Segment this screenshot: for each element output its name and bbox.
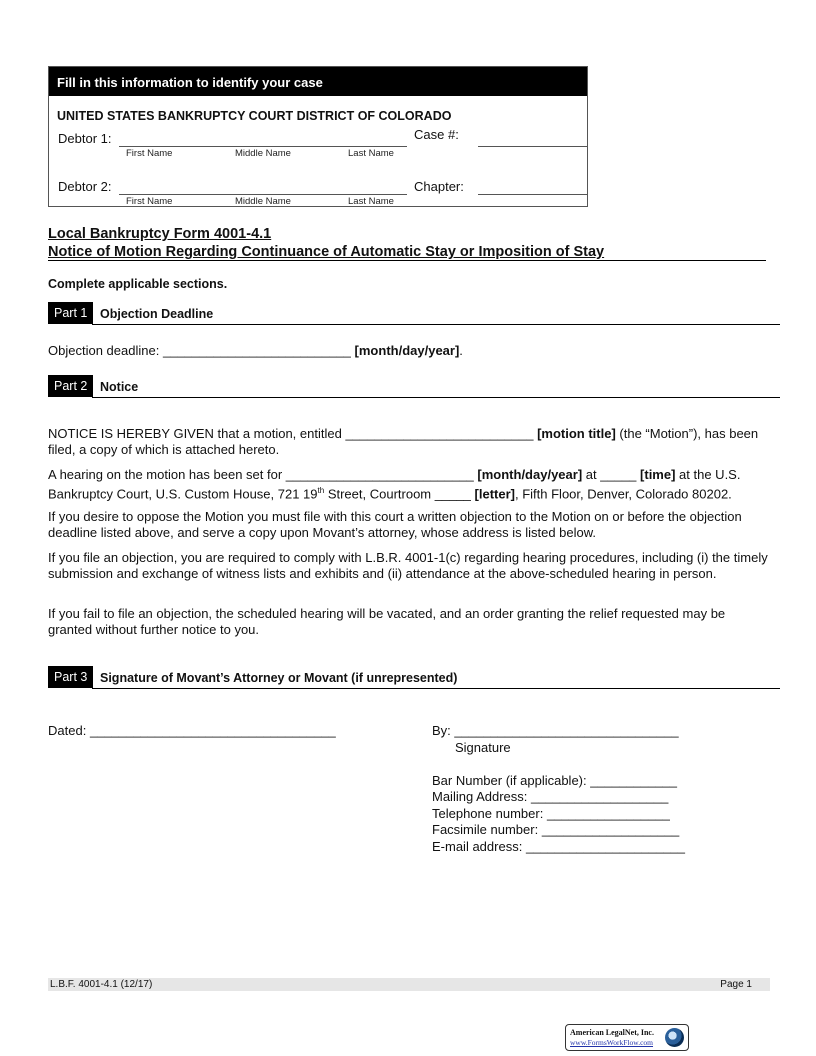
by-row — [432, 723, 679, 739]
motion-title-field[interactable]: __________________________ — [345, 426, 534, 441]
case-info-box — [48, 66, 588, 207]
chapter-field[interactable] — [478, 194, 588, 195]
form-title — [48, 244, 766, 261]
hearing-date-field[interactable]: __________________________ — [285, 467, 474, 482]
facsimile-label: Facsimile number: — [432, 822, 539, 837]
objection-deadline-label: Objection deadline: — [48, 343, 160, 358]
comply-paragraph: If you file an objection, you are required to comply with L.B.R. 4001-1(c) regarding hearing procedures, including (i) the timely submission and exchange of witness lists and exhibits and (ii) attendance at the above-scheduled hearing in person. — [48, 550, 768, 581]
notice-text-b: (the “Motion”), has been filed, a copy of which is attached hereto. — [48, 426, 759, 457]
hearing-text-a: A hearing on the motion has been set for — [48, 467, 283, 482]
objection-deadline-row — [48, 343, 463, 359]
hearing-paragraph — [48, 467, 768, 502]
bar-number-row — [432, 773, 677, 789]
motion-title-hint: [motion title] — [537, 426, 616, 441]
notice-paragraph — [48, 426, 768, 458]
part1-tag: Part 1 — [48, 302, 93, 324]
dated-field[interactable]: __________________________________ — [89, 723, 336, 738]
legalnet-badge[interactable] — [565, 1024, 689, 1051]
debtor1-first-name-caption: First Name — [126, 148, 173, 159]
hearing-text-b: at the U.S. Bankruptcy Court, U.S. Custom House, 721 19 — [48, 467, 741, 502]
debtor1-label: Debtor 1: — [58, 131, 112, 146]
objection-deadline-field[interactable]: __________________________ — [162, 343, 351, 358]
form-title-text: Notice of Motion Regarding Continuance of Automatic Stay or Imposition of Stay — [48, 244, 605, 260]
telephone-row — [432, 806, 670, 822]
case-number-field[interactable] — [478, 146, 588, 147]
badge-company-name: American LegalNet, Inc. — [570, 1028, 654, 1037]
dated-label: Dated: — [48, 723, 87, 738]
bar-number-label: Bar Number (if applicable): — [432, 773, 587, 788]
hearing-at: at — [585, 467, 597, 482]
debtor2-field[interactable] — [119, 194, 407, 195]
footer-page-number: Page 1 — [720, 979, 752, 990]
footer-form-id: L.B.F. 4001-4.1 (12/17) — [50, 979, 153, 990]
fail-paragraph: If you fail to file an objection, the scheduled hearing will be vacated, and an order granting the relief requested may be granted without further notice to you. — [48, 606, 726, 637]
email-field[interactable]: ______________________ — [525, 839, 685, 854]
debtor2-label: Debtor 2: — [58, 179, 112, 194]
ordinal-suffix: th — [317, 486, 325, 495]
hearing-time-hint: [time] — [640, 467, 676, 482]
hearing-text-c: Street, Courtroom — [327, 486, 432, 502]
notice-text-a: NOTICE IS HEREBY GIVEN that a motion, entitled — [48, 426, 342, 441]
mailing-address-label: Mailing Address: — [432, 789, 528, 804]
debtor1-field[interactable] — [119, 146, 407, 147]
instruction: Complete applicable sections. — [48, 277, 228, 291]
part2-rule — [92, 397, 780, 398]
debtor2-first-name-caption: First Name — [126, 196, 173, 207]
chapter-label: Chapter: — [414, 179, 464, 194]
case-number-label: Case #: — [414, 127, 459, 142]
part3-title: Signature of Movant’s Attorney or Movant (if unrepresented) — [100, 671, 458, 685]
hearing-date-hint: [month/day/year] — [477, 467, 583, 482]
hearing-time-field[interactable]: _____ — [600, 467, 637, 482]
courtroom-field[interactable]: _____ — [434, 486, 471, 502]
facsimile-field[interactable]: ___________________ — [541, 822, 680, 837]
part3-tag: Part 3 — [48, 666, 93, 688]
badge-url-link[interactable]: www.FormsWorkFlow.com — [570, 1038, 654, 1047]
court-name: UNITED STATES BANKRUPTCY COURT DISTRICT OF COLORADO — [57, 109, 452, 123]
debtor2-middle-name-caption: Middle Name — [235, 196, 291, 207]
part3-rule — [92, 688, 780, 689]
email-label: E-mail address: — [432, 839, 523, 854]
page-footer — [48, 978, 770, 991]
courtroom-hint: [letter] — [474, 486, 515, 502]
telephone-label: Telephone number: — [432, 806, 544, 821]
bar-number-field[interactable]: ____________ — [590, 773, 678, 788]
by-label: By: — [432, 723, 451, 738]
signature-caption: Signature — [455, 740, 511, 755]
hearing-text-d: , Fifth Floor, Denver, Colorado 80202. — [515, 486, 732, 502]
telephone-field[interactable]: _________________ — [546, 806, 670, 821]
facsimile-row — [432, 822, 679, 838]
part2-title: Notice — [100, 380, 139, 394]
debtor2-last-name-caption: Last Name — [348, 196, 394, 207]
part1-title: Objection Deadline — [100, 307, 214, 321]
debtor1-last-name-caption: Last Name — [348, 148, 394, 159]
mailing-address-field[interactable]: ___________________ — [531, 789, 669, 804]
form-number: Local Bankruptcy Form 4001-4.1 — [48, 226, 272, 242]
mailing-address-row — [432, 789, 668, 805]
period: . — [459, 343, 463, 358]
objection-deadline-hint: [month/day/year] — [354, 343, 460, 358]
dated-row — [48, 723, 336, 739]
oppose-paragraph: If you desire to oppose the Motion you must file with this court a written objection to the Motion on or before the objection deadline listed above, and serve a copy upon Movant’s attorney, whose address is listed below. — [48, 509, 742, 540]
signature-field[interactable]: _______________________________ — [454, 723, 679, 738]
globe-logo-icon — [665, 1028, 684, 1047]
case-box-header: Fill in this information to identify your case — [49, 67, 587, 96]
email-row — [432, 839, 685, 855]
part2-tag: Part 2 — [48, 375, 93, 397]
part1-rule — [92, 324, 780, 325]
debtor1-middle-name-caption: Middle Name — [235, 148, 291, 159]
